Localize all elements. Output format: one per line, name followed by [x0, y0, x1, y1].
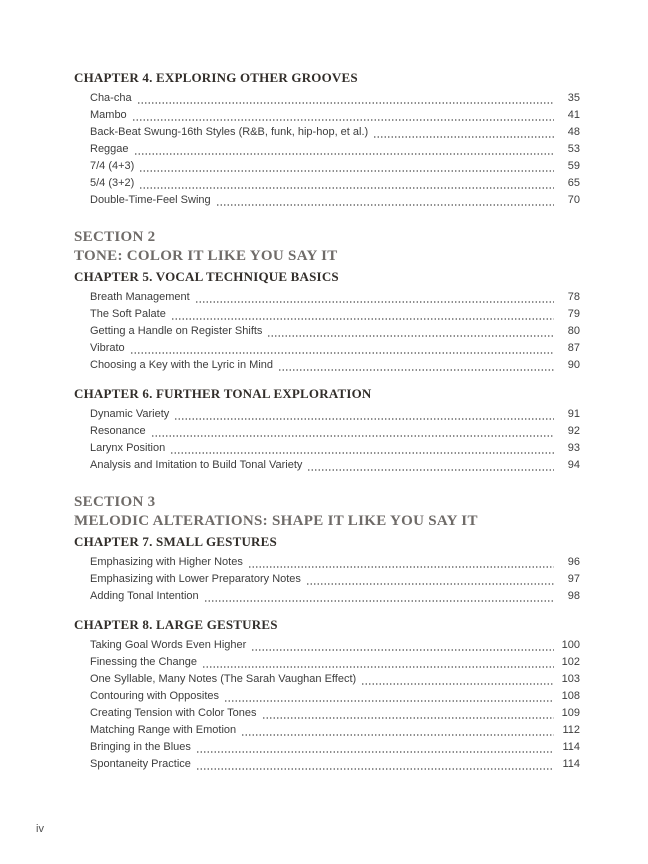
chapter-heading: CHAPTER 6. FURTHER TONAL EXPLORATION: [74, 386, 372, 401]
toc-entry-page-number: 65: [567, 177, 580, 189]
toc-entry-label: Creating Tension with Color Tones: [90, 707, 257, 719]
toc-entry-label: Emphasizing with Higher Notes: [90, 556, 243, 568]
chapter-entries: [90, 406, 580, 474]
chapter-entries: [90, 637, 580, 773]
toc-entry-page-number: 48: [567, 126, 580, 138]
toc-entry-label: Mambo: [90, 109, 127, 121]
dot-leader: [196, 768, 554, 770]
toc-entry: [90, 571, 580, 588]
toc-entry-label: Back-Beat Swung-16th Styles (R&B, funk, hip-hop, et al.): [90, 126, 369, 138]
toc-entry: [90, 175, 580, 192]
dot-leader: [132, 119, 554, 121]
toc-entry-page-number: 92: [567, 425, 580, 437]
dot-leader: [137, 102, 554, 104]
chapter-entries: [90, 554, 580, 605]
toc-entry: [90, 423, 580, 440]
toc-entry: [90, 158, 580, 175]
toc-entry: [90, 124, 580, 141]
dot-leader: [174, 418, 554, 420]
section-heading-line: MELODIC ALTERATIONS: SHAPE IT LIKE YOU SAY IT: [74, 513, 478, 529]
toc-entry-page-number: 70: [567, 194, 580, 206]
toc: [74, 70, 580, 773]
toc-entry-label: Larynx Position: [90, 442, 166, 454]
toc-entry-page-number: 96: [567, 556, 580, 568]
dot-leader: [216, 204, 554, 206]
dot-leader: [170, 452, 554, 454]
dot-leader: [134, 153, 554, 155]
dot-leader: [248, 566, 554, 568]
toc-entry-label: Double-Time-Feel Swing: [90, 194, 211, 206]
toc-entry-label: Choosing a Key with the Lyric in Mind: [90, 359, 274, 371]
toc-entry-page-number: 91: [567, 408, 580, 420]
chapter-heading: CHAPTER 4. EXPLORING OTHER GROOVES: [74, 70, 358, 85]
toc-entry-label: Dynamic Variety: [90, 408, 170, 420]
toc-entry: [90, 554, 580, 571]
chapter-entries: [90, 289, 580, 374]
toc-entry: [90, 457, 580, 474]
dot-leader: [202, 666, 554, 668]
toc-entry-page-number: 35: [567, 92, 580, 104]
toc-entry-label: One Syllable, Many Notes (The Sarah Vaughan Effect): [90, 673, 357, 685]
toc-entry-page-number: 59: [567, 160, 580, 172]
dot-leader: [204, 600, 554, 602]
toc-entry-label: The Soft Palate: [90, 308, 166, 320]
dot-leader: [278, 369, 554, 371]
toc-entry-page-number: 98: [567, 590, 580, 602]
dot-leader: [139, 187, 554, 189]
chapter-heading: CHAPTER 8. LARGE GESTURES: [74, 617, 278, 632]
dot-leader: [171, 318, 554, 320]
toc-entry-page-number: 103: [561, 673, 580, 685]
toc-entry-page-number: 102: [561, 656, 580, 668]
dot-leader: [241, 734, 554, 736]
toc-entry: [90, 637, 580, 654]
toc-entry-page-number: 90: [567, 359, 580, 371]
toc-entry-page-number: 78: [567, 291, 580, 303]
toc-entry-page-number: 87: [567, 342, 580, 354]
dot-leader: [267, 335, 554, 337]
toc-entry-label: Emphasizing with Lower Preparatory Notes: [90, 573, 301, 585]
toc-entry: [90, 756, 580, 773]
toc-entry-page-number: 79: [567, 308, 580, 320]
toc-entry: [90, 340, 580, 357]
dot-leader: [224, 700, 554, 702]
toc-entry: [90, 323, 580, 340]
toc-entry: [90, 306, 580, 323]
section-heading: [74, 493, 580, 531]
dot-leader: [139, 170, 554, 172]
section-heading-line: SECTION 3: [74, 494, 156, 510]
toc-entry: [90, 705, 580, 722]
toc-entry-label: Spontaneity Practice: [90, 758, 191, 770]
toc-entry-page-number: 53: [567, 143, 580, 155]
toc-entry-page-number: 109: [561, 707, 580, 719]
toc-entry-page-number: 80: [567, 325, 580, 337]
toc-entry-page-number: 100: [561, 639, 580, 651]
toc-entry: [90, 739, 580, 756]
toc-entry-label: Adding Tonal Intention: [90, 590, 199, 602]
toc-entry: [90, 289, 580, 306]
toc-entry-label: Resonance: [90, 425, 146, 437]
toc-entry: [90, 192, 580, 209]
toc-entry-page-number: 108: [561, 690, 580, 702]
dot-leader: [306, 583, 554, 585]
toc-entry-label: 7/4 (4+3): [90, 160, 135, 172]
toc-entry: [90, 654, 580, 671]
dot-leader: [195, 301, 554, 303]
toc-entry-label: Analysis and Imitation to Build Tonal Variety: [90, 459, 303, 471]
toc-entry-page-number: 114: [562, 741, 580, 753]
toc-entry-page-number: 112: [562, 724, 580, 736]
toc-entry: [90, 671, 580, 688]
toc-entry: [90, 357, 580, 374]
toc-entry-label: Contouring with Opposites: [90, 690, 220, 702]
dot-leader: [262, 717, 554, 719]
chapter-heading: CHAPTER 7. SMALL GESTURES: [74, 534, 277, 549]
toc-entry-page-number: 93: [567, 442, 580, 454]
section-heading-line: SECTION 2: [74, 229, 156, 245]
toc-entry: [90, 406, 580, 423]
toc-entry-label: Taking Goal Words Even Higher: [90, 639, 247, 651]
toc-entry-label: Getting a Handle on Register Shifts: [90, 325, 263, 337]
toc-entry-label: Breath Management: [90, 291, 190, 303]
section-heading: [74, 228, 580, 266]
section-heading-line: TONE: COLOR IT LIKE YOU SAY IT: [74, 248, 338, 264]
footer-page-number: iv: [36, 823, 44, 835]
toc-entry-label: Reggae: [90, 143, 129, 155]
toc-entry: [90, 90, 580, 107]
dot-leader: [130, 352, 554, 354]
toc-entry-label: Cha-cha: [90, 92, 132, 104]
toc-entry-label: Matching Range with Emotion: [90, 724, 237, 736]
toc-entry: [90, 588, 580, 605]
toc-entry-page-number: 41: [567, 109, 580, 121]
chapter-heading: CHAPTER 5. VOCAL TECHNIQUE BASICS: [74, 269, 339, 284]
toc-entry: [90, 141, 580, 158]
toc-entry-label: Bringing in the Blues: [90, 741, 191, 753]
toc-entry: [90, 440, 580, 457]
toc-entry-page-number: 94: [567, 459, 580, 471]
chapter-entries: [90, 90, 580, 209]
dot-leader: [196, 751, 554, 753]
toc-entry-page-number: 97: [567, 573, 580, 585]
toc-entry-label: Finessing the Change: [90, 656, 198, 668]
dot-leader: [373, 136, 554, 138]
toc-entry: [90, 107, 580, 124]
toc-entry-label: 5/4 (3+2): [90, 177, 135, 189]
dot-leader: [151, 435, 554, 437]
toc-entry-label: Vibrato: [90, 342, 125, 354]
dot-leader: [251, 649, 554, 651]
toc-entry-page-number: 114: [562, 758, 580, 770]
dot-leader: [307, 469, 554, 471]
toc-entry: [90, 688, 580, 705]
toc-entry: [90, 722, 580, 739]
dot-leader: [361, 683, 554, 685]
